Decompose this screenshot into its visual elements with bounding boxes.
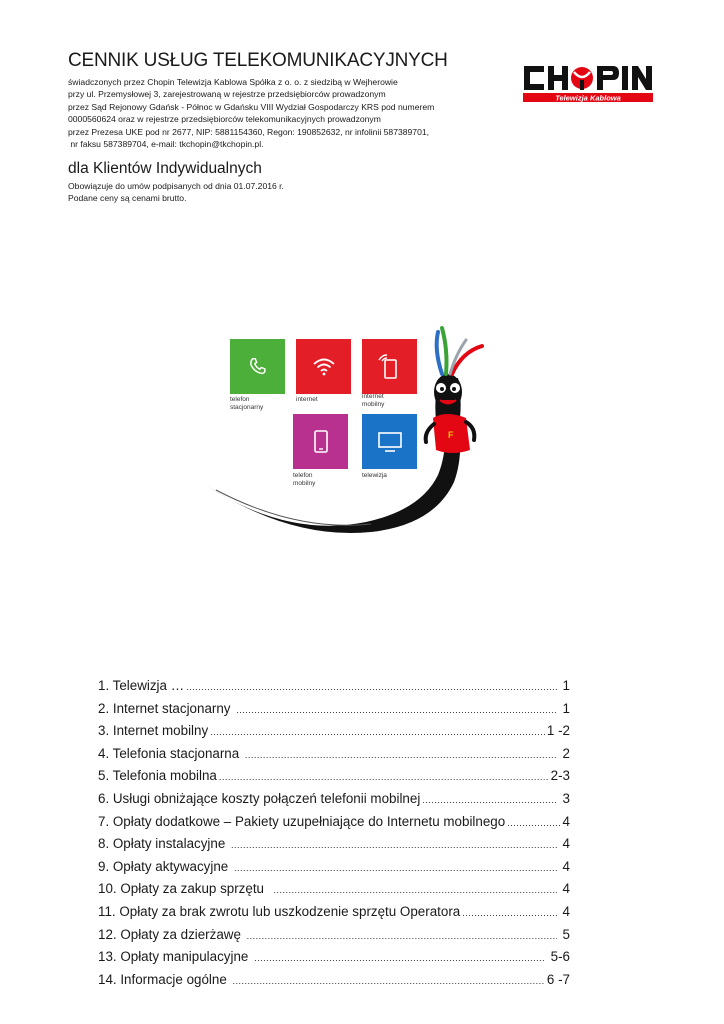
toc-item-label: 14. Informacje ogólne [98, 971, 231, 987]
validity-note: Obowiązuje do umów podpisanych od dnia 01.07.2016 r. [68, 181, 284, 191]
toc-item [98, 904, 570, 927]
client-type-heading: dla Klientów Indywidualnych [68, 160, 262, 177]
toc-item-page: 3 [558, 790, 570, 806]
toc-item [98, 814, 570, 837]
toc-dot-leader [507, 818, 560, 828]
toc-item-page: 2-3 [550, 768, 570, 784]
toc-item-label: 13. Opłaty manipulacyjne [98, 949, 253, 965]
toc-item-label: 8. Opłaty instalacyjne [98, 836, 229, 852]
toc-dot-leader [231, 840, 557, 850]
toc-item-label: 4. Telefonia stacjonarna [98, 745, 243, 761]
table-of-contents [98, 678, 570, 994]
toc-item-page: 4 [558, 858, 570, 874]
toc-item [98, 791, 570, 814]
toc-item [98, 836, 570, 859]
company-info [68, 76, 488, 150]
chopin-logo [520, 58, 655, 106]
toc-item-label: 3. Internet mobilny [98, 723, 209, 739]
tile-landline-phone [230, 339, 285, 394]
toc-item [98, 768, 570, 791]
toc-dot-leader [462, 908, 557, 918]
toc-item-label: 9. Opłaty aktywacyjne [98, 858, 232, 874]
toc-item-page: 1 -2 [546, 723, 570, 739]
toc-item-label: 10. Opłaty za zakup sprzętu [98, 881, 272, 897]
tile-label: internet mobilny [362, 393, 385, 408]
price-note: Podane ceny są cenami brutto. [68, 192, 187, 203]
company-info-line: przy ul. Przemysłowej 3, zarejestrowaną w rejestrze przedsiębiorców prowadzonym [68, 89, 386, 100]
toc-item-page: 6 -7 [546, 971, 570, 987]
tile-television [362, 414, 417, 469]
smartphone-icon [312, 429, 330, 455]
toc-item [98, 723, 570, 746]
toc-item-label: 6. Usługi obniżające koszty połączeń telefonii mobilnej [98, 790, 421, 806]
company-info-line: przez Sąd Rejonowy Gdańsk - Północ w Gdańsku VIII Wydział Gospodarczy KRS pod numerem [68, 101, 435, 112]
tile-mobile-internet [362, 339, 417, 394]
logo-tagline: Telewizja Kablowa [555, 93, 621, 103]
chopin-logo-icon [520, 58, 655, 106]
document-header [68, 50, 488, 150]
toc-dot-leader [254, 953, 545, 963]
toc-dot-leader [236, 705, 557, 715]
tile-label: telewizja [362, 472, 387, 479]
toc-item [98, 972, 570, 995]
toc-item-label: 2. Internet stacjonarny [98, 700, 235, 716]
company-info-line: świadczonych przez Chopin Telewizja Kablowa Spółka z o. o. z siedzibą w Wejherowie [68, 77, 398, 87]
toc-dot-leader [245, 750, 557, 760]
toc-item-page: 1 [558, 678, 570, 693]
toc-item-page: 2 [558, 745, 570, 761]
toc-item-page: 4 [558, 881, 570, 897]
toc-item-page: 4 [562, 813, 570, 829]
toc-item-page: 5 [558, 926, 570, 942]
tile-label: internet [296, 396, 318, 403]
toc-item [98, 859, 570, 882]
toc-dot-leader [422, 795, 557, 805]
toc-dot-leader [186, 682, 557, 692]
tile-internet [296, 339, 351, 394]
toc-item [98, 746, 570, 769]
phone-handset-icon [247, 356, 269, 378]
client-section-heading [68, 160, 284, 204]
toc-item-label: 7. Opłaty dodatkowe – Pakiety uzupełniające do Internetu mobilnego [98, 813, 506, 829]
toc-dot-leader [273, 885, 556, 895]
toc-item-page: 4 [558, 903, 570, 919]
mobile-signal-icon [377, 353, 403, 381]
toc-item-page: 4 [558, 836, 570, 852]
toc-item [98, 927, 570, 950]
toc-item-label: 5. Telefonia mobilna [98, 768, 217, 784]
toc-dot-leader [247, 931, 557, 941]
toc-item [98, 949, 570, 972]
toc-item [98, 701, 570, 724]
tile-label: telefon mobilny [293, 472, 316, 487]
company-info-line: nr faksu 587389704, e-mail: tkchopin@tkchopin.pl. [68, 139, 264, 150]
svg-text:F: F [448, 430, 454, 440]
toc-dot-leader [234, 863, 557, 873]
toc-item-page: 5-6 [546, 949, 570, 965]
toc-dot-leader [233, 976, 545, 986]
tile-mobile-phone [293, 414, 348, 469]
toc-dot-leader [210, 727, 545, 737]
toc-item-label: 1. Telewizja … [98, 678, 185, 693]
toc-item [98, 881, 570, 904]
wifi-icon [311, 356, 337, 378]
company-info-line: 0000560624 oraz w rejestrze przedsiębiorców telekomunikacyjnych prowadzonym [68, 114, 381, 125]
tile-label: telefon stacjonarny [230, 396, 264, 411]
document-title: CENNIK USŁUG TELEKOMUNIKACYJNYCH [68, 50, 448, 71]
tv-icon [376, 430, 404, 454]
toc-item [98, 678, 570, 701]
toc-dot-leader [219, 772, 549, 782]
company-info-line: przez Prezesa UKE pod nr 2677, NIP: 5881154360, Regon: 190852632, nr infolinii 587389701, [68, 126, 430, 137]
toc-item-label: 11. Opłaty za brak zwrotu lub uszkodzenie sprzętu Operatora [98, 903, 461, 919]
services-illustration [176, 310, 516, 535]
toc-item-page: 1 [558, 700, 570, 716]
toc-item-label: 12. Opłaty za dzierżawę [98, 926, 245, 942]
